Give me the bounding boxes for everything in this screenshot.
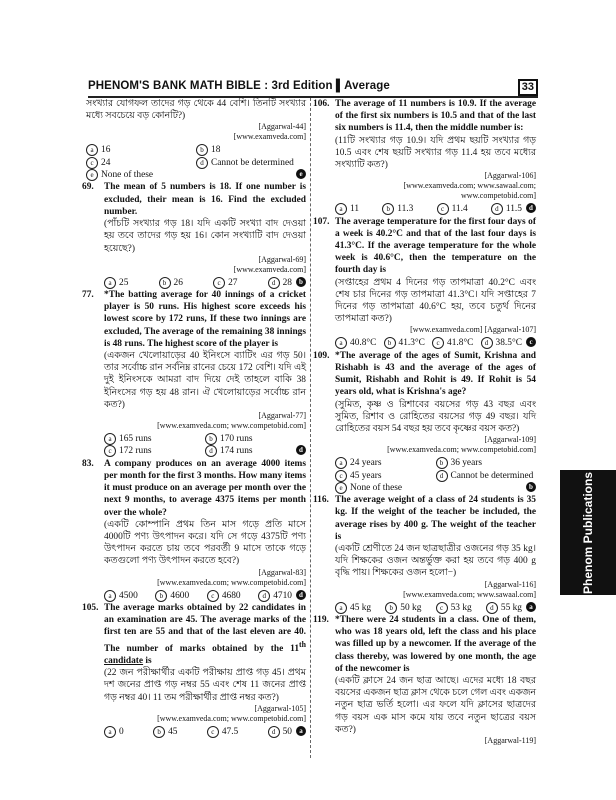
options: [335, 457, 536, 494]
option-c: c 4680: [207, 590, 241, 602]
question-english: A company produces on an average 4000 items per month for the first 3 months. How many items it must produce on an average per month over the next 9 months, to average 4375 items per month over the whole?: [104, 458, 306, 518]
question-number: 105.: [82, 603, 99, 613]
option-d: d 38.5°C: [481, 337, 522, 349]
option-d: d Cannot be determined: [196, 157, 306, 169]
option-d: d 28: [268, 277, 292, 289]
question-107: [313, 216, 536, 350]
question-105: [82, 602, 306, 738]
option-b: b 45: [153, 726, 177, 738]
source-ref: [www.examveda.com; www.competobid.com]: [387, 445, 536, 455]
option-e: e None of these: [335, 482, 436, 494]
question-106: [313, 98, 536, 216]
answer-badge: e: [296, 169, 306, 179]
answer-badge: d: [296, 590, 306, 600]
option-b: b 50 kg: [385, 602, 421, 614]
options: [104, 590, 306, 602]
options: [335, 203, 536, 215]
source-ref: [Aggarwal-116]: [484, 579, 536, 589]
option-a: a 11: [335, 203, 359, 215]
source-ref: [www.examveda.com; www.sawaal.com]: [403, 589, 536, 599]
option-d: d 174 runs d: [205, 445, 306, 457]
option-b: b 11.3: [382, 203, 413, 215]
answer-badge: d: [526, 203, 536, 213]
question-english: The average of 11 numbers is 10.9. If the average of the first six numbers is 10.5 and that of the last six numbers is 11.4, then the middle number is:: [335, 99, 536, 134]
question-english: *The batting average for 40 innings of a cricket player is 50 runs. His highest score exceeds his lowest score by 172 runs, If these two innings are excluded, The average of the remaining 38 innings is 48 runs. The highest score of the player is: [104, 290, 306, 349]
question-english: *There were 24 students in a class. One of them, who was 18 years old, left the class and his place was filled up by a newcomer. If the average of the class thereby, was lowered by one month, the age of the newcomer is: [335, 615, 536, 674]
question-number: 106.: [313, 99, 330, 109]
option-a: a 0: [104, 726, 124, 738]
option-a: a 40.8°C: [335, 337, 376, 349]
option-c: c 53 kg: [436, 602, 472, 614]
source-ref: [Aggarwal-44]: [258, 122, 306, 132]
page-header: [88, 80, 538, 98]
options: [104, 726, 306, 738]
source-ref: [www.examveda.com]: [233, 264, 306, 274]
options: [104, 433, 306, 458]
question-bengali: (একটি শ্রেণীতে 24 জন ছাত্রছাত্রীর ওজনের গড় 35 kg। যদি শিক্ষকের ওজন অন্তর্ভুক্ত করা হয় তবে গড় 400 g বৃদ্ধি পায়। শিক্ষকের ওজন হলো−): [335, 544, 536, 579]
question-109: [313, 350, 536, 495]
option-b: b 26: [159, 277, 183, 289]
option-c: c 24: [86, 157, 196, 169]
source-ref: [Aggarwal-105]: [254, 703, 306, 713]
question-bengali: (22 জন পরীক্ষার্থীর একটি পরীক্ষায় প্রাপ্ত গড় 45। প্রথম দশ জনের প্রাপ্ত গড় নম্বর 55 এবং শেষ 11 জনের প্রাপ্ত গড় নম্বর 40। 11 তম পরীক্ষার্থীর প্রাপ্ত নম্বর কত?): [104, 668, 306, 703]
question-bengali: (একটি ক্লাসে 24 জন ছাত্র আছে। এদের মধ্যে 18 বছর বয়সের একজন ছাত্র ক্লাস থেকে চলে গেল এবং একজন নতুন ছাত্র ভর্তি হলো। এর ফলে যদি ক্লাসের ছাত্রদের গড় বয়স এক মাস কমে যায় তবে নতুন ছাত্রের বয়স কত?): [335, 676, 536, 735]
options: [104, 277, 306, 289]
option-c: c 172 runs: [104, 445, 205, 457]
options: [86, 144, 306, 181]
question-number: 77.: [82, 290, 94, 301]
option-a: a 165 runs: [104, 433, 205, 445]
question-116: [313, 494, 536, 614]
option-c: c 27: [213, 277, 237, 289]
option-b: b 36 years: [436, 457, 537, 469]
question-number: 107.: [313, 216, 330, 227]
option-c: c 45 years: [335, 470, 436, 482]
option-b: b 41.3°C: [384, 337, 425, 349]
option-e: e None of these: [86, 169, 196, 181]
answer-badge: a: [296, 726, 306, 736]
question-bengali: (সপ্তাহের প্রথম 4 দিনের গড় তাপমাত্রা 40.2°C এবং শেষ চার দিনের গড় তাপমাত্রা 41.3°C। যদি সপ্তাহের 7 দিনের গড় তাপমাত্রা 40.6°C হয়, তবে চতুর্থ দিনের তাপমাত্রা কত?): [335, 277, 536, 325]
page-number: 33: [518, 79, 538, 96]
option-c: c 11.4: [437, 203, 468, 215]
source-ref: [Aggarwal-83]: [258, 567, 306, 577]
header-title: PHENOM'S BANK MATH BIBLE : 3rd Edition ▌Average: [88, 80, 390, 92]
options: [335, 337, 536, 349]
source-ref: [www.examveda.com; www.competobid.com]: [157, 713, 306, 723]
question-number: 69.: [82, 182, 94, 193]
publisher-side-tab: [560, 470, 616, 595]
source-ref: [Aggarwal-77]: [258, 411, 306, 421]
question-number: 109.: [313, 350, 330, 361]
option-d: d 50: [268, 726, 292, 738]
question-77: [82, 289, 306, 458]
source-ref: [www.examveda.com; www.sawaal.com; www.competobid.com]: [403, 181, 536, 201]
question-69: [82, 181, 306, 289]
question-english: The average temperature for the first four days of a week is 40.2°C and that of the last four days is 41.3°C. If the average temperature for the whole week is 40.6°C, then the temperature on the fourth day is: [335, 216, 536, 276]
question-number: 119.: [313, 615, 329, 626]
answer-badge: b: [526, 482, 536, 492]
source-ref: [www.examveda.com] [Aggarwal-107]: [410, 325, 536, 335]
question-bengali: (একটি কোম্পানি প্রথম তিন মাস গড়ে প্রতি মাসে 4000টি পণ্য উৎপাদন করে। যদি সে গড়ে 4375টি পণ্য উৎপাদন করতে চায় তবে পরবর্তী 9 মাসে তাকে গড়ে কতগুলো পণ্য উৎপাদন করতে হবে?): [104, 519, 306, 567]
source-ref: [Aggarwal-109]: [484, 435, 536, 445]
option-d: d 55 kg: [486, 602, 522, 614]
question-bengali: সংখ্যার যোগফল তাদের গড় থেকে 44 বেশি। তিনটি সংখ্যার মধ্যে সবচেয়ে বড় কোনটি?): [86, 99, 306, 122]
question-119: [313, 614, 536, 746]
question-bengali: (একজন খেলোয়াড়ের 40 ইনিংসে ব্যাটিং এর গড় 50। তার সর্বোচ্চ রান সর্বনিম্ন রানের চেয়ে 172 বেশি। যদি এই দুই ইনিংসকে আমরা বাদ দিয়ে দেই তাহলে বাকি 38 ইনিংসের গড় হয় 48 রান। ঐ খেলোয়াড়ের সর্বোচ্চ রান কত?): [104, 351, 306, 410]
question-english: The mean of 5 numbers is 18. If one number is excluded, their mean is 16. Find the excluded number.: [104, 182, 306, 217]
question-bengali: (সুমিত, কৃষ্ণ ও রিশাবের বয়সের গড় 43 বছর এবং সুমিত, রিশাব ও রোহিতের বয়সের গড় 49 বছর। যদি রোহিতের বয়স 54 বছর হয় তবে কৃষ্ণের বয়স কত?): [335, 399, 536, 434]
question-number: 83.: [82, 458, 94, 469]
source-ref: [Aggarwal-69]: [258, 254, 306, 264]
option-d: d 4710: [258, 590, 292, 602]
option-a: a 25: [104, 277, 128, 289]
source-ref: [Aggarwal-106]: [484, 171, 536, 181]
right-column: [313, 98, 536, 746]
question-english: The average weight of a class of 24 students is 35 kg. If the weight of the teacher be included, the average rises by 400 g. The weight of the teacher is: [335, 495, 536, 542]
column-divider: [310, 98, 312, 758]
option-c: c 41.8°C: [432, 337, 473, 349]
option-b: b 4600: [155, 590, 189, 602]
option-d: d Cannot be determined: [436, 470, 537, 482]
answer-badge: c: [526, 337, 536, 347]
answer-badge: a: [526, 602, 536, 612]
answer-badge: d: [296, 445, 306, 455]
option-c: c 47.5: [207, 726, 238, 738]
left-column: [82, 98, 306, 738]
question-83: [82, 458, 306, 602]
source-ref: [www.examveda.com; www.competobid.com]: [157, 421, 306, 431]
options: [335, 602, 536, 614]
source-ref: [Aggarwal-119]: [484, 736, 536, 746]
source-ref: [www.examveda.com; www.competobid.com]: [157, 577, 306, 587]
question-bengali: (পাঁচটি সংখ্যার গড় 18। যদি একটি সংখ্যা বাদ দেওয়া হয় তবে তাদের গড় হয় 16। কোন সংখ্যাটি বাদ দেওয়া হয়েছে?): [104, 219, 306, 254]
option-b: b 18: [196, 144, 306, 156]
question-bengali: (11টি সংখ্যার গড় 10.9। যদি প্রথম ছয়টি সংখ্যার গড় 10.5 এবং শেষ ছয়টি সংখ্যার গড় 11.4 হয় তবে মধ্যের সংখ্যাটি কত?): [335, 135, 536, 171]
source-ref: [www.examveda.com]: [233, 132, 306, 142]
option-a: a 45 kg: [335, 602, 371, 614]
question-number: 116.: [313, 495, 329, 506]
question-continued: [86, 98, 306, 181]
option-a: a 16: [86, 144, 196, 156]
option-a: a 4500: [104, 590, 138, 602]
option-d: d 11.5: [491, 203, 522, 215]
question-english: The average marks obtained by 22 candidates in an examination are 45. The average marks of the first ten are 55 and that of the last eleven are 40. The number of marks obtained by the 11th candidate is: [104, 603, 306, 666]
question-english: *The average of the ages of Sumit, Krishna and Rishabh is 43 and the average of the ages of Sumit, Rishabh and Rohit is 49. If Rohit is 54 years old, what is Krishna's age?: [335, 350, 536, 398]
answer-badge: b: [296, 277, 306, 287]
publisher-name: Phenom Publications: [581, 471, 595, 594]
option-a: a 24 years: [335, 457, 436, 469]
option-b: b 170 runs: [205, 433, 306, 445]
